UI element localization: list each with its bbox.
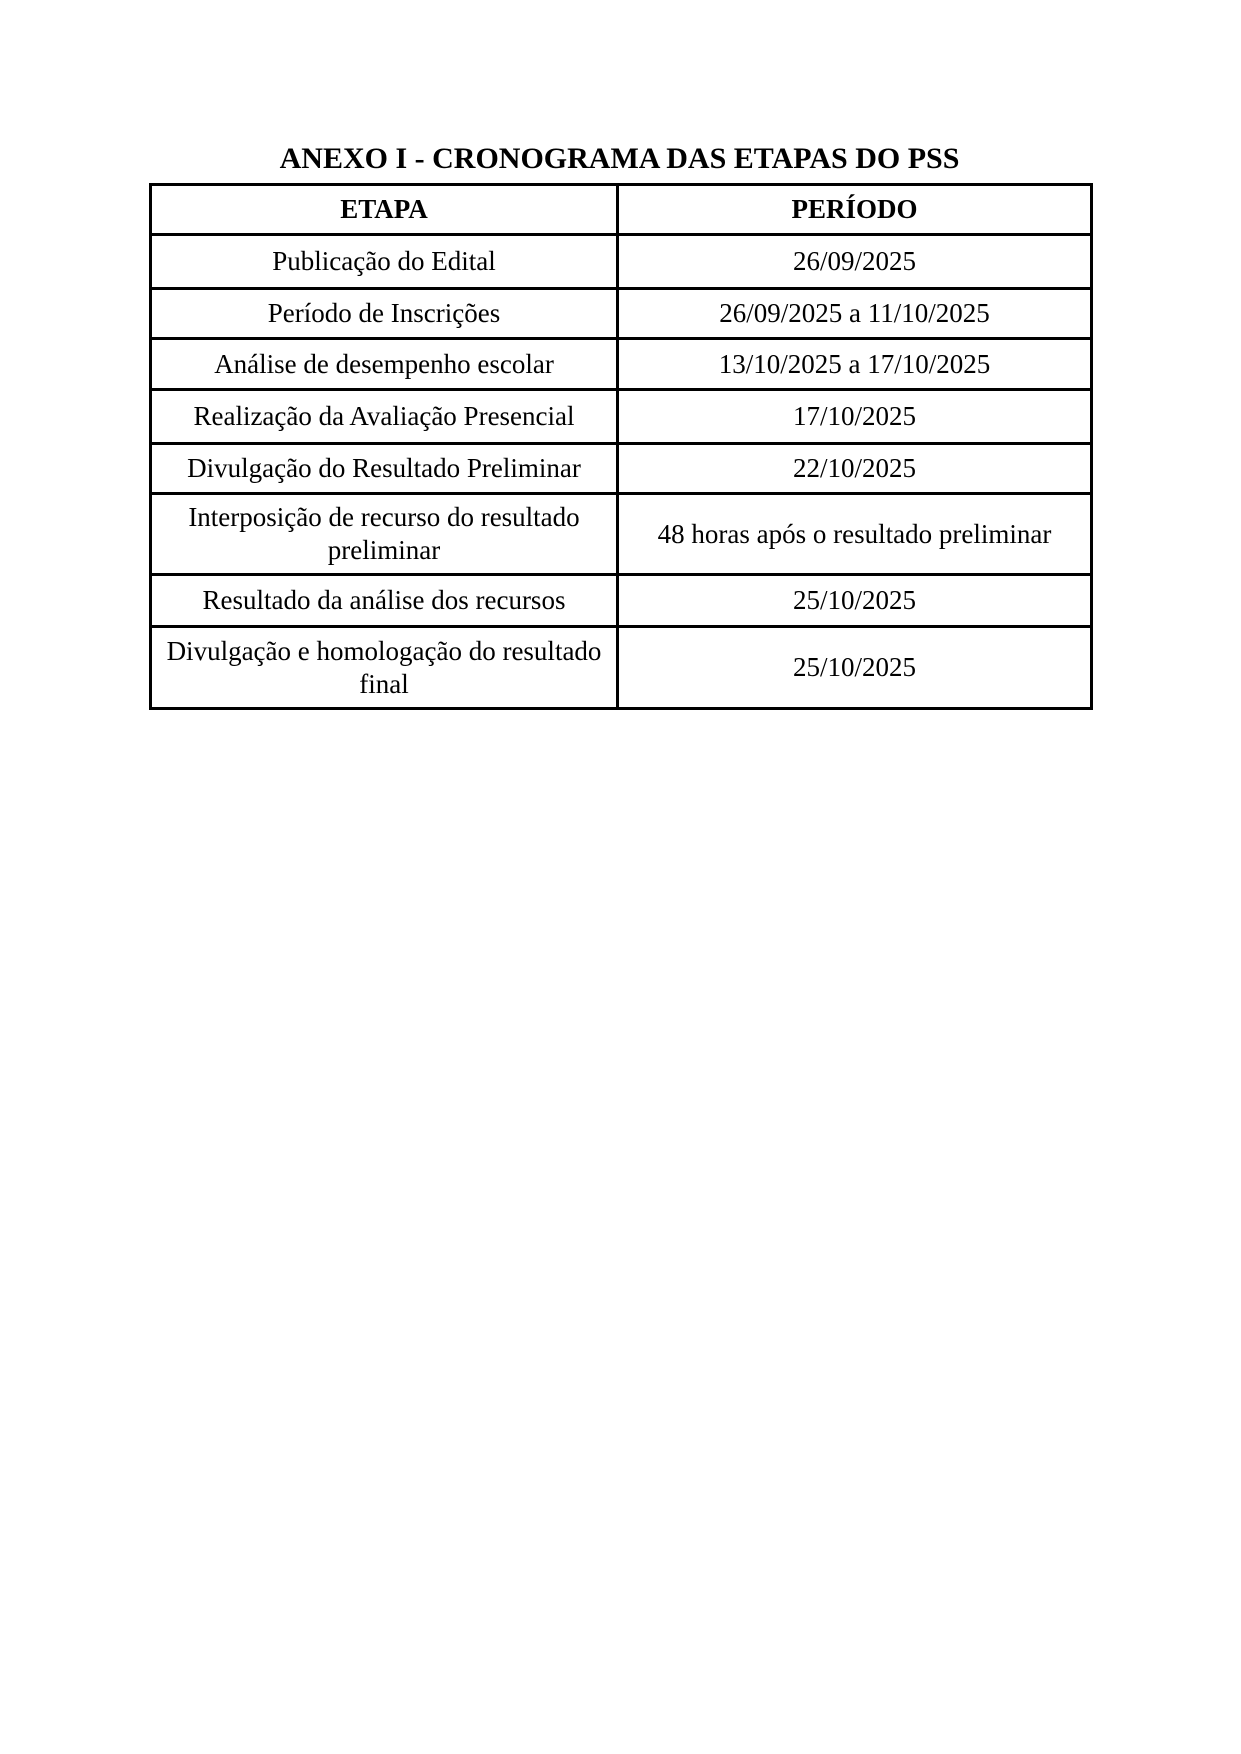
cell-periodo: 26/09/2025 a 11/10/2025: [618, 289, 1092, 339]
table-row: [151, 627, 1092, 709]
cell-periodo: 22/10/2025: [618, 444, 1092, 494]
schedule-table: [149, 183, 1093, 710]
document-title: ANEXO I - CRONOGRAMA DAS ETAPAS DO PSS: [279, 142, 960, 175]
cell-etapa: Resultado da análise dos recursos: [151, 575, 618, 627]
table-row: [151, 390, 1092, 444]
cell-periodo: 48 horas após o resultado preliminar: [618, 494, 1092, 575]
table-row: [151, 235, 1092, 289]
cell-etapa: Divulgação do Resultado Preliminar: [151, 444, 618, 494]
cell-etapa: Divulgação e homologação do resultado final: [151, 627, 618, 709]
cell-etapa: Interposição de recurso do resultado preliminar: [151, 494, 618, 575]
cell-periodo: 25/10/2025: [618, 575, 1092, 627]
table-header-row: [151, 185, 1092, 235]
cell-periodo: 26/09/2025: [618, 235, 1092, 289]
cell-periodo: 13/10/2025 a 17/10/2025: [618, 339, 1092, 390]
table-row: [151, 575, 1092, 627]
cell-periodo: 17/10/2025: [618, 390, 1092, 444]
cell-etapa: Análise de desempenho escolar: [151, 339, 618, 390]
table-row: [151, 289, 1092, 339]
cell-periodo: 25/10/2025: [618, 627, 1092, 709]
column-header-periodo: PERÍODO: [618, 185, 1092, 235]
cell-etapa: Publicação do Edital: [151, 235, 618, 289]
cell-etapa: Realização da Avaliação Presencial: [151, 390, 618, 444]
table-row: [151, 339, 1092, 390]
table-row: [151, 494, 1092, 575]
table-row: [151, 444, 1092, 494]
cell-etapa: Período de Inscrições: [151, 289, 618, 339]
column-header-etapa: ETAPA: [151, 185, 618, 235]
